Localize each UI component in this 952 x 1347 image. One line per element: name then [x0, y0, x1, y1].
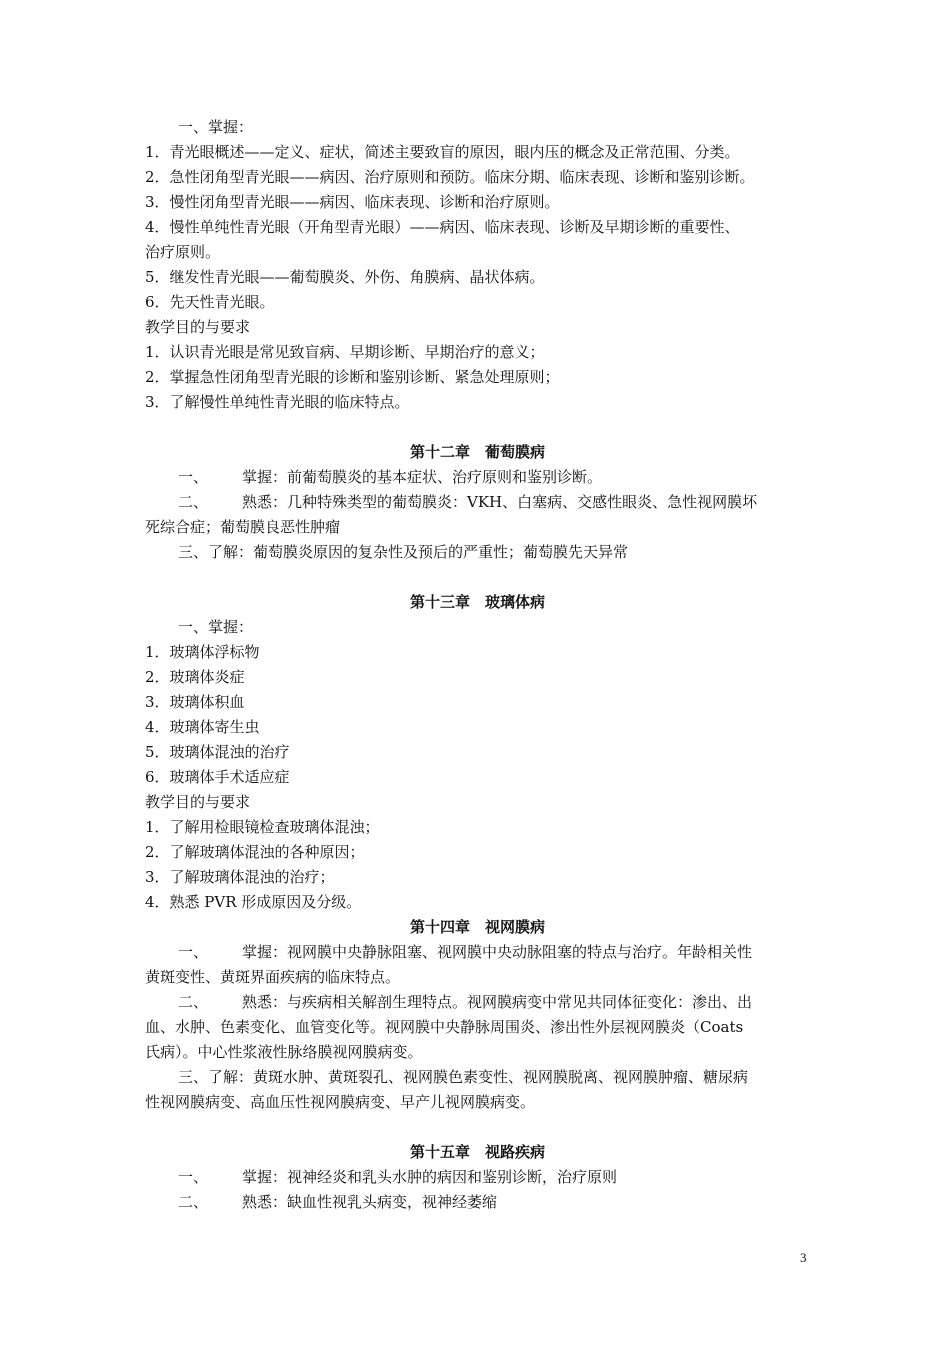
list-item: 2．了解玻璃体混浊的各种原因；: [145, 843, 365, 861]
paragraph: [145, 990, 810, 1015]
list-item: 3．了解慢性单纯性青光眼的临床特点。: [145, 393, 410, 411]
goals-title: 教学目的与要求: [145, 318, 251, 336]
paragraph: 三、了解：葡萄膜炎原因的复杂性及预后的严重性；葡萄膜先天异常: [178, 543, 629, 561]
mastery-list: [145, 640, 810, 790]
list-item: 2．玻璃体炎症: [145, 668, 245, 686]
goals-list: [145, 340, 810, 415]
list-item: 6．玻璃体手术适应症: [145, 768, 290, 786]
paragraph-text: 掌握：前葡萄膜炎的基本症状、治疗原则和鉴别诊断。: [242, 468, 603, 486]
chapter-12-title: 第十二章 葡萄膜病: [409, 443, 545, 461]
paragraph-marker: 一、: [178, 1168, 209, 1186]
goals-list: [145, 815, 810, 915]
paragraph: [145, 465, 810, 490]
paragraph-marker: 二、: [178, 993, 209, 1011]
paragraph-marker: 一、: [178, 468, 209, 486]
list-item: 1．了解用检眼镜检查玻璃体混浊；: [145, 818, 380, 836]
page-content: [145, 115, 810, 1215]
list-item: 3．了解玻璃体混浊的治疗；: [145, 868, 335, 886]
list-item: 1．玻璃体浮标物: [145, 643, 260, 661]
paragraph-text: 熟悉：几种特殊类型的葡萄膜炎：VKH、白塞病、交感性眼炎、急性视网膜坏: [242, 493, 758, 511]
chapter-14-title: 第十四章 视网膜病: [409, 918, 545, 936]
paragraph-text: 掌握：视网膜中央静脉阻塞、视网膜中央动脉阻塞的特点与治疗。年龄相关性: [242, 943, 753, 961]
list-item: 5．玻璃体混浊的治疗: [145, 743, 290, 761]
chapter-15-title: 第十五章 视路疾病: [409, 1143, 545, 1161]
chapter-13-title: 第十三章 玻璃体病: [409, 593, 545, 611]
paragraph-continuation: 黄斑变性、黄斑界面疾病的临床特点。: [145, 968, 401, 986]
list-item: 4．玻璃体寄生虫: [145, 718, 260, 736]
goals-title: 教学目的与要求: [145, 793, 251, 811]
paragraph-marker: 二、: [178, 493, 209, 511]
section-lead: 一、掌握：: [178, 618, 254, 636]
paragraph-marker: 一、: [178, 943, 209, 961]
list-item: 1．青光眼概述——定义、症状，简述主要致盲的原因，眼内压的概念及正常范围、分类。: [145, 143, 740, 161]
page-number: 3: [800, 1250, 807, 1265]
paragraph: [145, 1190, 810, 1215]
list-item: 3．慢性闭角型青光眼——病因、临床表现、诊断和治疗原则。: [145, 193, 560, 211]
list-item: 3．玻璃体积血: [145, 693, 245, 711]
paragraph-continuation: 性视网膜病变、高血压性视网膜病变、早产儿视网膜病变。: [145, 1093, 536, 1111]
paragraph: 三、了解：黄斑水肿、黄斑裂孔、视网膜色素变性、视网膜脱离、视网膜肿瘤、糖尿病: [178, 1068, 749, 1086]
mastery-list: [145, 140, 810, 315]
list-item: 4．熟悉 PVR 形成原因及分级。: [145, 893, 362, 911]
paragraph-marker: 二、: [178, 1193, 209, 1211]
list-item: 4．慢性单纯性青光眼（开角型青光眼）——病因、临床表现、诊断及早期诊断的重要性、: [145, 218, 740, 236]
paragraph-text: 熟悉：与疾病相关解剖生理特点。视网膜病变中常见共同体征变化：渗出、出: [242, 993, 753, 1011]
paragraph-continuation: 血、水肿、色素变化、血管变化等。视网膜中央静脉周围炎、渗出性外层视网膜炎（Coats: [145, 1018, 744, 1036]
paragraph: [145, 490, 810, 515]
list-item: 1．认识青光眼是常见致盲病、早期诊断、早期治疗的意义；: [145, 343, 545, 361]
paragraph-text: 掌握：视神经炎和乳头水肿的病因和鉴别诊断，治疗原则: [242, 1168, 618, 1186]
paragraph: [145, 1165, 810, 1190]
section-lead: 一、掌握：: [178, 118, 254, 136]
paragraph-continuation: 死综合症；葡萄膜良恶性肿瘤: [145, 518, 341, 536]
list-item: 2．掌握急性闭角型青光眼的诊断和鉴别诊断、紧急处理原则；: [145, 368, 560, 386]
paragraph-continuation: 氏病）。中心性浆液性脉络膜视网膜病变。: [145, 1043, 423, 1061]
list-item: 2．急性闭角型青光眼——病因、治疗原则和预防。临床分期、临床表现、诊断和鉴别诊断。: [145, 168, 755, 186]
paragraph: [145, 940, 810, 965]
list-item: 5．继发性青光眼——葡萄膜炎、外伤、角膜病、晶状体病。: [145, 268, 545, 286]
paragraph-text: 熟悉：缺血性视乳头病变，视神经萎缩: [242, 1193, 498, 1211]
list-item: 治疗原则。: [145, 243, 221, 261]
list-item: 6．先天性青光眼。: [145, 293, 275, 311]
